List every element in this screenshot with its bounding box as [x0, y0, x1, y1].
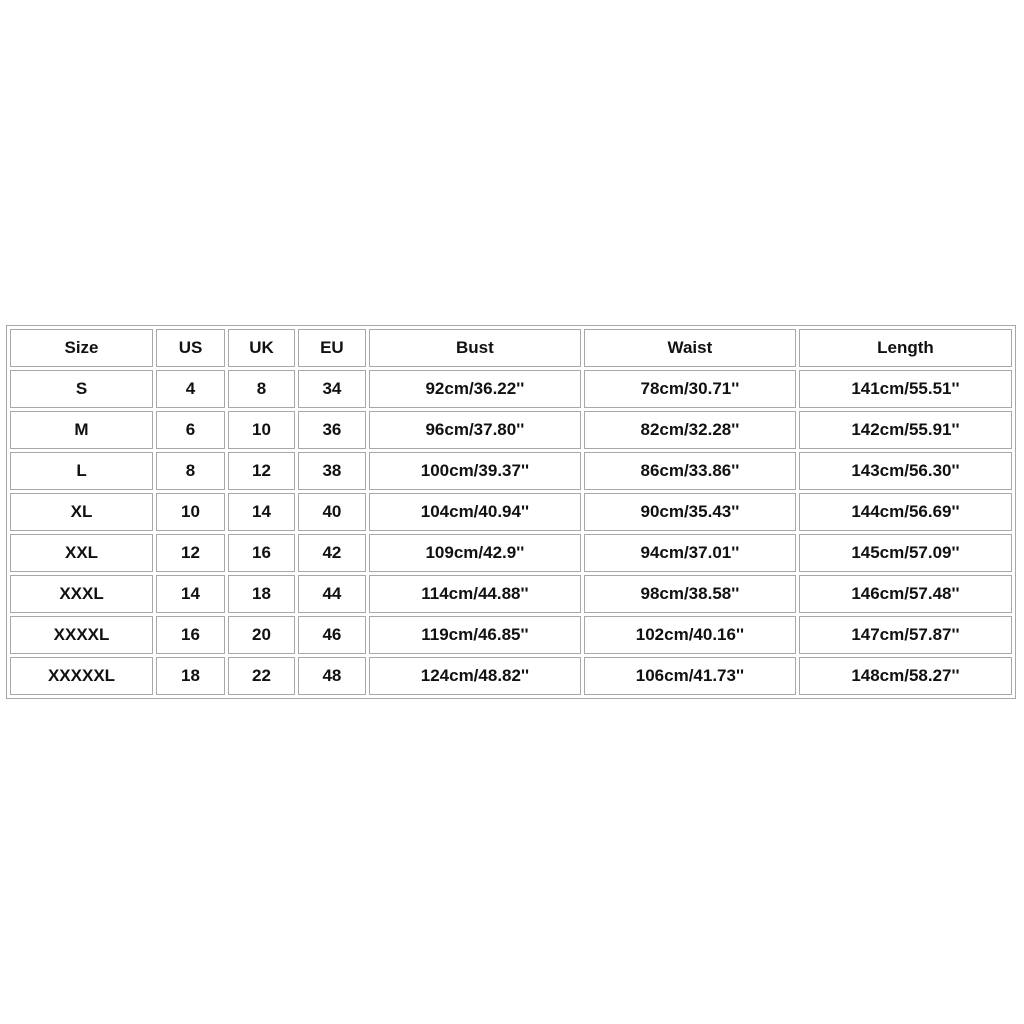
cell-uk: 10 [228, 411, 295, 449]
cell-length: 142cm/55.91'' [799, 411, 1012, 449]
header-cell-bust: Bust [369, 329, 581, 367]
cell-waist: 94cm/37.01'' [584, 534, 796, 572]
cell-eu: 38 [298, 452, 366, 490]
cell-size: XXL [10, 534, 153, 572]
table-row [10, 534, 1012, 572]
header-cell-us: US [156, 329, 225, 367]
cell-uk: 18 [228, 575, 295, 613]
cell-size: S [10, 370, 153, 408]
cell-us: 6 [156, 411, 225, 449]
cell-us: 14 [156, 575, 225, 613]
header-cell-length: Length [799, 329, 1012, 367]
cell-length: 141cm/55.51'' [799, 370, 1012, 408]
header-cell-size: Size [10, 329, 153, 367]
cell-bust: 124cm/48.82'' [369, 657, 581, 695]
cell-us: 4 [156, 370, 225, 408]
header-cell-uk: UK [228, 329, 295, 367]
cell-uk: 16 [228, 534, 295, 572]
cell-length: 148cm/58.27'' [799, 657, 1012, 695]
cell-eu: 42 [298, 534, 366, 572]
cell-waist: 78cm/30.71'' [584, 370, 796, 408]
table-row [10, 370, 1012, 408]
cell-bust: 109cm/42.9'' [369, 534, 581, 572]
cell-eu: 36 [298, 411, 366, 449]
table-row [10, 493, 1012, 531]
cell-size: XXXXL [10, 616, 153, 654]
cell-uk: 12 [228, 452, 295, 490]
cell-us: 16 [156, 616, 225, 654]
cell-size: M [10, 411, 153, 449]
cell-bust: 100cm/39.37'' [369, 452, 581, 490]
header-cell-eu: EU [298, 329, 366, 367]
cell-us: 18 [156, 657, 225, 695]
cell-eu: 34 [298, 370, 366, 408]
cell-bust: 119cm/46.85'' [369, 616, 581, 654]
table-row [10, 657, 1012, 695]
cell-eu: 40 [298, 493, 366, 531]
cell-us: 8 [156, 452, 225, 490]
cell-size: XXXXXL [10, 657, 153, 695]
size-chart-table [6, 325, 1016, 699]
cell-uk: 14 [228, 493, 295, 531]
cell-uk: 20 [228, 616, 295, 654]
cell-waist: 82cm/32.28'' [584, 411, 796, 449]
cell-bust: 92cm/36.22'' [369, 370, 581, 408]
cell-waist: 98cm/38.58'' [584, 575, 796, 613]
table-row [10, 452, 1012, 490]
cell-waist: 86cm/33.86'' [584, 452, 796, 490]
cell-bust: 114cm/44.88'' [369, 575, 581, 613]
cell-length: 144cm/56.69'' [799, 493, 1012, 531]
cell-length: 145cm/57.09'' [799, 534, 1012, 572]
header-cell-waist: Waist [584, 329, 796, 367]
cell-us: 10 [156, 493, 225, 531]
cell-us: 12 [156, 534, 225, 572]
cell-bust: 104cm/40.94'' [369, 493, 581, 531]
cell-eu: 48 [298, 657, 366, 695]
cell-waist: 106cm/41.73'' [584, 657, 796, 695]
cell-waist: 90cm/35.43'' [584, 493, 796, 531]
table-row [10, 575, 1012, 613]
table-row [10, 616, 1012, 654]
header-row [10, 329, 1012, 367]
size-chart-body [10, 329, 1012, 695]
table-row [10, 411, 1012, 449]
cell-bust: 96cm/37.80'' [369, 411, 581, 449]
cell-eu: 46 [298, 616, 366, 654]
cell-uk: 8 [228, 370, 295, 408]
cell-length: 147cm/57.87'' [799, 616, 1012, 654]
cell-size: XL [10, 493, 153, 531]
cell-eu: 44 [298, 575, 366, 613]
cell-waist: 102cm/40.16'' [584, 616, 796, 654]
cell-size: L [10, 452, 153, 490]
cell-length: 143cm/56.30'' [799, 452, 1012, 490]
cell-uk: 22 [228, 657, 295, 695]
cell-length: 146cm/57.48'' [799, 575, 1012, 613]
cell-size: XXXL [10, 575, 153, 613]
